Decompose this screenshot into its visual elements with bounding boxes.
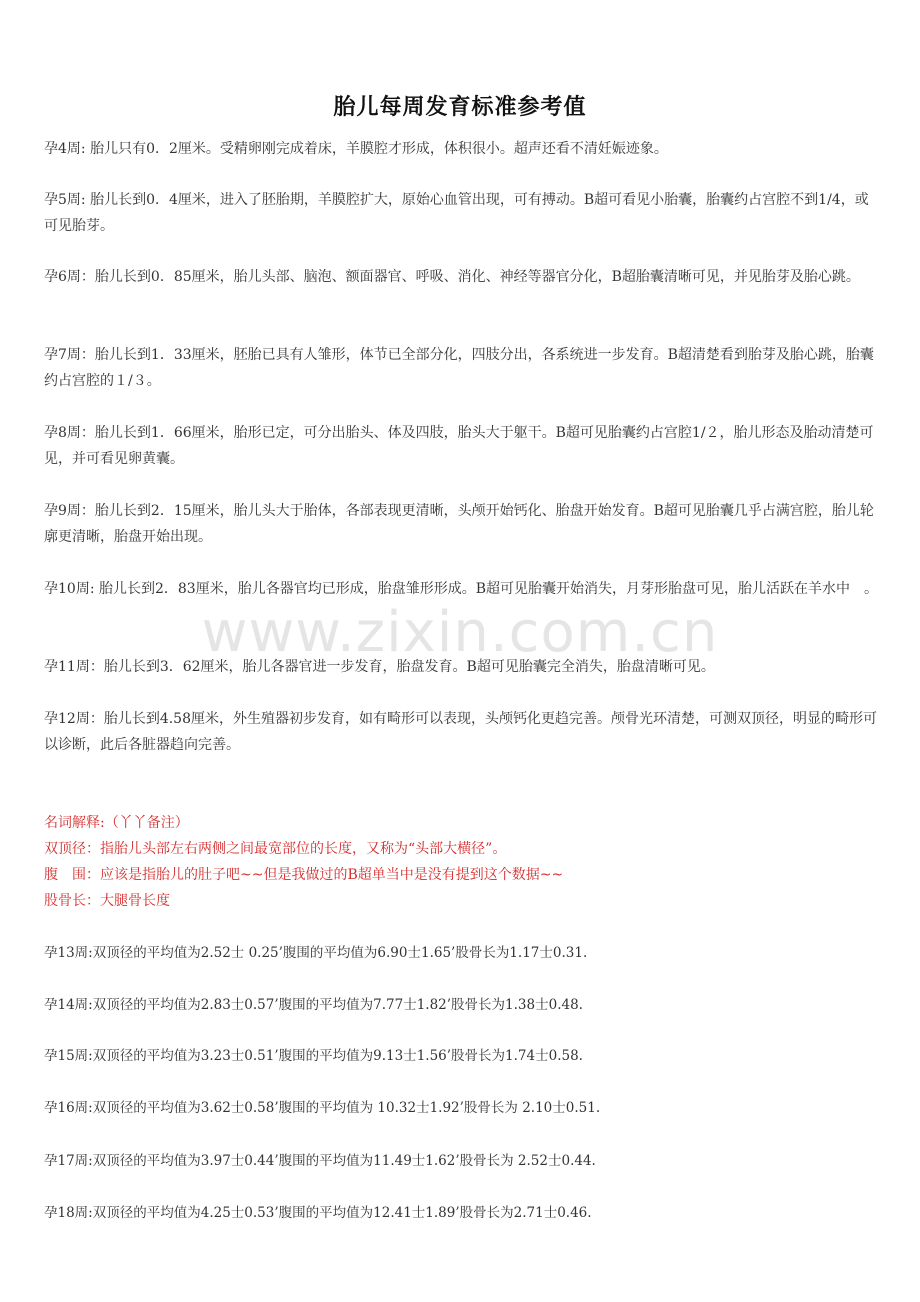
watermark-text: www.zixin.com.cn (201, 600, 719, 665)
page-title: 胎儿每周发育标准参考值 (333, 95, 587, 120)
week-10-paragraph: 孕10周: 胎儿长到2．83厘米，胎儿各器官均已形成，胎盘雏形形成。B超可见胎囊开始消失，月芽形胎盘可见，胎儿活跃在羊水中 。 (44, 581, 878, 597)
week-9-paragraph: 孕9周：胎儿长到2．15厘米，胎儿头大于胎体，各部表现更清晰，头颅开始钙化、胎盘开始发育。B超可见胎囊几乎占满宫腔，胎儿轮廓更清晰，胎盘开始出现。 (44, 503, 874, 545)
week-18-stats: 孕18周:双顶径的平均值为4.25士0.53’腹围的平均值为12.41士1.89’股骨长为2.71士0.46. (44, 1205, 592, 1221)
glossary-abdominal-circumference: 腹 围：应该是指胎儿的肚子吧~~但是我做过的B超单当中是没有提到这个数据~~ (44, 867, 564, 883)
week-16-stats: 孕16周:双顶径的平均值为3.62士0.58’腹围的平均值为 10.32士1.92’股骨长为 2.10士0.51. (44, 1100, 601, 1116)
week-13-stats: 孕13周:双顶径的平均值为2.52士 0.25’腹围的平均值为6.90士1.65’股骨长为1.17士0.31. (44, 945, 588, 961)
week-5-paragraph: 孕5周: 胎儿长到0．4厘米，进入了胚胎期，羊膜腔扩大，原始心血管出现，可有搏动。B超可看见小胎囊，胎囊约占宫腔不到1/4，或可见胎芽。 (44, 192, 869, 234)
week-11-paragraph: 孕11周：胎儿长到3．62厘米，胎儿各器官进一步发育，胎盘发育。B超可见胎囊完全消失，胎盘清晰可见。 (44, 659, 715, 675)
week-17-stats: 孕17周:双顶径的平均值为3.97士0.44’腹围的平均值为11.49士1.62’股骨长为 2.52士0.44. (44, 1153, 596, 1169)
week-4-paragraph: 孕4周: 胎儿只有0．2厘米。受精卵刚完成着床，羊膜腔才形成，体积很小。超声还看不清妊娠迹象。 (44, 141, 668, 157)
week-6-paragraph: 孕6周：胎儿长到0．85厘米，胎儿头部、脑泡、额面器官、呼吸、消化、神经等器官分化，B超胎囊清晰可见，并见胎芽及胎心跳。 (44, 269, 860, 285)
glossary-bpd: 双顶径：指胎儿头部左右两侧之间最宽部位的长度，又称为“头部大横径”。 (44, 841, 507, 857)
week-8-paragraph: 孕8周：胎儿长到1．66厘米，胎形已定，可分出胎头、体及四肢，胎头大于躯干。B超可见胎囊约占宫腔1/２，胎儿形态及胎动清楚可见，并可看见卵黄囊。 (44, 425, 874, 467)
week-15-stats: 孕15周:双顶径的平均值为3.23士0.51’腹围的平均值为9.13士1.56’股骨长为1.74士0.58. (44, 1048, 583, 1064)
glossary-heading: 名词解释:（丫丫备注） (44, 815, 189, 831)
week-12-paragraph: 孕12周：胎儿长到4.58厘米，外生殖器初步发育，如有畸形可以表现，头颅钙化更趋完善。颅骨光环清楚，可测双顶径，明显的畸形可以诊断，此后各脏器趋向完善。 (44, 711, 877, 753)
week-7-paragraph: 孕7周：胎儿长到1．33厘米，胚胎已具有人雏形，体节已全部分化，四肢分出，各系统进一步发育。B超清楚看到胎芽及胎心跳，胎囊约占宫腔的１/３。 (44, 347, 874, 389)
glossary-femur-length: 股骨长：大腿骨长度 (44, 893, 170, 909)
week-14-stats: 孕14周:双顶径的平均值为2.83士0.57’腹围的平均值为7.77士1.82’股骨长为1.38士0.48. (44, 997, 583, 1013)
